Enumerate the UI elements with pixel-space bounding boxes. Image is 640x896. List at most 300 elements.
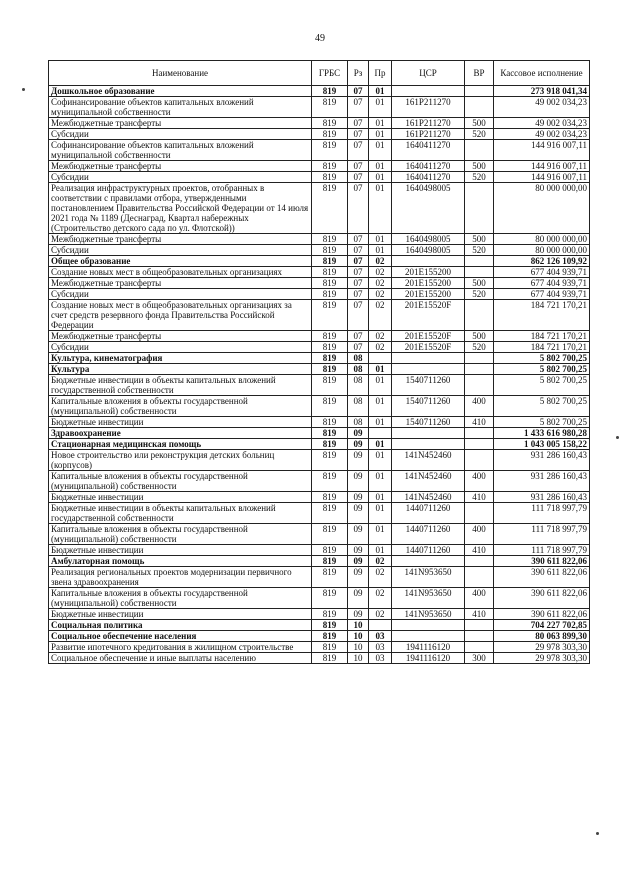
cell-csr: 1540711260 xyxy=(392,396,465,417)
cell-name: Субсидии xyxy=(49,129,312,140)
cell-amount: 80 000 000,00 xyxy=(494,234,590,245)
cell-amount: 80 000 000,00 xyxy=(494,183,590,234)
table-row xyxy=(49,428,590,439)
table-row xyxy=(49,364,590,375)
cell-name: Межбюджетные трансферты xyxy=(49,234,312,245)
cell-rz: 07 xyxy=(348,300,369,331)
cell-name: Культура, кинематография xyxy=(49,353,312,364)
cell-csr: 201Е15520F xyxy=(392,342,465,353)
table-row xyxy=(49,471,590,492)
cell-rz: 08 xyxy=(348,396,369,417)
cell-name: Межбюджетные трансферты xyxy=(49,161,312,172)
cell-amount: 677 404 939,71 xyxy=(494,267,590,278)
cell-csr: 1640411270 xyxy=(392,161,465,172)
cell-csr: 161Р211270 xyxy=(392,97,465,118)
cell-name: Новое строительство или реконструкция детских больниц (корпусов) xyxy=(49,450,312,471)
cell-pr: 02 xyxy=(369,267,392,278)
cell-amount: 273 918 041,34 xyxy=(494,86,590,97)
cell-amount: 144 916 007,11 xyxy=(494,172,590,183)
cell-pr: 02 xyxy=(369,256,392,267)
header-name: Наименование xyxy=(49,61,312,86)
cell-vr: 500 xyxy=(465,161,494,172)
cell-name: Здравоохранение xyxy=(49,428,312,439)
cell-rz: 09 xyxy=(348,588,369,609)
cell-grbs: 819 xyxy=(312,245,348,256)
cell-csr: 1440711260 xyxy=(392,524,465,545)
cell-grbs: 819 xyxy=(312,342,348,353)
cell-grbs: 819 xyxy=(312,183,348,234)
cell-name: Реализация региональных проектов модернизации первичного звена здравоохранения xyxy=(49,567,312,588)
cell-grbs: 819 xyxy=(312,428,348,439)
cell-rz: 07 xyxy=(348,86,369,97)
cell-name: Капитальные вложения в объекты государственной (муниципальной) собственности xyxy=(49,471,312,492)
cell-grbs: 819 xyxy=(312,118,348,129)
cell-rz: 09 xyxy=(348,609,369,620)
cell-rz: 09 xyxy=(348,492,369,503)
cell-pr: 03 xyxy=(369,653,392,664)
cell-vr: 500 xyxy=(465,331,494,342)
table-row xyxy=(49,450,590,471)
table-row xyxy=(49,256,590,267)
cell-grbs: 819 xyxy=(312,609,348,620)
cell-csr xyxy=(392,256,465,267)
cell-csr: 141N953650 xyxy=(392,609,465,620)
cell-grbs: 819 xyxy=(312,567,348,588)
cell-name: Бюджетные инвестиции xyxy=(49,492,312,503)
cell-rz: 07 xyxy=(348,245,369,256)
cell-csr: 201Е15520F xyxy=(392,300,465,331)
cell-grbs: 819 xyxy=(312,417,348,428)
cell-pr xyxy=(369,428,392,439)
cell-csr: 201Е155200 xyxy=(392,289,465,300)
cell-vr xyxy=(465,439,494,450)
cell-name: Софинансирование объектов капитальных вложений муниципальной собственности xyxy=(49,140,312,161)
cell-grbs: 819 xyxy=(312,556,348,567)
cell-amount: 49 002 034,23 xyxy=(494,118,590,129)
cell-rz: 07 xyxy=(348,267,369,278)
cell-pr: 02 xyxy=(369,342,392,353)
cell-rz: 07 xyxy=(348,331,369,342)
cell-amount: 390 611 822,06 xyxy=(494,588,590,609)
cell-pr: 01 xyxy=(369,86,392,97)
table-row xyxy=(49,417,590,428)
cell-vr: 410 xyxy=(465,609,494,620)
cell-name: Бюджетные инвестиции xyxy=(49,417,312,428)
cell-rz: 07 xyxy=(348,256,369,267)
scan-speck xyxy=(596,832,599,835)
cell-pr: 02 xyxy=(369,567,392,588)
cell-amount: 931 286 160,43 xyxy=(494,450,590,471)
cell-csr: 141N452460 xyxy=(392,471,465,492)
cell-vr xyxy=(465,450,494,471)
cell-amount: 862 126 109,92 xyxy=(494,256,590,267)
cell-name: Бюджетные инвестиции xyxy=(49,545,312,556)
cell-pr: 02 xyxy=(369,289,392,300)
cell-rz: 09 xyxy=(348,428,369,439)
cell-vr xyxy=(465,620,494,631)
cell-name: Социальное обеспечение населения xyxy=(49,631,312,642)
cell-grbs: 819 xyxy=(312,278,348,289)
cell-amount: 29 978 303,30 xyxy=(494,642,590,653)
cell-name: Бюджетные инвестиции в объекты капитальных вложений государственной собственности xyxy=(49,503,312,524)
budget-table xyxy=(48,60,590,664)
header-vr: ВР xyxy=(465,61,494,86)
cell-csr: 1440711260 xyxy=(392,545,465,556)
scan-speck xyxy=(616,436,619,439)
cell-grbs: 819 xyxy=(312,256,348,267)
cell-rz: 07 xyxy=(348,129,369,140)
cell-csr xyxy=(392,556,465,567)
cell-csr: 1941116120 xyxy=(392,653,465,664)
cell-amount: 5 802 700,25 xyxy=(494,417,590,428)
cell-amount: 5 802 700,25 xyxy=(494,396,590,417)
cell-grbs: 819 xyxy=(312,471,348,492)
cell-vr: 400 xyxy=(465,471,494,492)
cell-grbs: 819 xyxy=(312,503,348,524)
cell-csr xyxy=(392,439,465,450)
table-row xyxy=(49,118,590,129)
cell-pr: 01 xyxy=(369,417,392,428)
cell-grbs: 819 xyxy=(312,439,348,450)
cell-rz: 07 xyxy=(348,289,369,300)
cell-rz: 08 xyxy=(348,364,369,375)
cell-csr: 1640411270 xyxy=(392,172,465,183)
cell-grbs: 819 xyxy=(312,234,348,245)
table-row xyxy=(49,161,590,172)
table-row xyxy=(49,353,590,364)
table-row xyxy=(49,234,590,245)
cell-grbs: 819 xyxy=(312,653,348,664)
cell-name: Культура xyxy=(49,364,312,375)
cell-rz: 09 xyxy=(348,503,369,524)
table-row xyxy=(49,631,590,642)
cell-name: Капитальные вложения в объекты государственной (муниципальной) собственности xyxy=(49,524,312,545)
cell-csr: 1640498005 xyxy=(392,183,465,234)
cell-name: Реализация инфраструктурных проектов, отобранных в соответствии с правилами отбора, утвержденными постановлением Правительства Российской Федерации от 14 июля 2021 года № 1189 (Деснаград, Квартал набережных (Строительство детского сада по ул. Флотской)) xyxy=(49,183,312,234)
cell-csr: 1640498005 xyxy=(392,245,465,256)
cell-amount: 390 611 822,06 xyxy=(494,556,590,567)
table-body xyxy=(49,86,590,664)
cell-amount: 931 286 160,43 xyxy=(494,492,590,503)
cell-name: Общее образование xyxy=(49,256,312,267)
cell-rz: 07 xyxy=(348,183,369,234)
cell-grbs: 819 xyxy=(312,545,348,556)
table-row xyxy=(49,289,590,300)
cell-vr: 400 xyxy=(465,396,494,417)
cell-grbs: 819 xyxy=(312,620,348,631)
cell-pr: 01 xyxy=(369,245,392,256)
cell-amount: 184 721 170,21 xyxy=(494,342,590,353)
cell-amount: 390 611 822,06 xyxy=(494,567,590,588)
table-row xyxy=(49,342,590,353)
page-number: 49 xyxy=(315,33,325,44)
cell-pr: 01 xyxy=(369,503,392,524)
cell-vr: 410 xyxy=(465,417,494,428)
cell-vr: 500 xyxy=(465,118,494,129)
cell-csr: 1540711260 xyxy=(392,417,465,428)
cell-amount: 5 802 700,25 xyxy=(494,353,590,364)
cell-name: Развитие ипотечного кредитования в жилищном строительстве xyxy=(49,642,312,653)
cell-csr: 161Р211270 xyxy=(392,118,465,129)
cell-vr xyxy=(465,503,494,524)
cell-pr: 02 xyxy=(369,609,392,620)
table-row xyxy=(49,129,590,140)
cell-grbs: 819 xyxy=(312,97,348,118)
table-row xyxy=(49,331,590,342)
cell-amount: 1 043 005 158,22 xyxy=(494,439,590,450)
cell-grbs: 819 xyxy=(312,588,348,609)
cell-vr xyxy=(465,256,494,267)
cell-csr xyxy=(392,353,465,364)
cell-name: Капитальные вложения в объекты государственной (муниципальной) собственности xyxy=(49,588,312,609)
cell-pr xyxy=(369,353,392,364)
cell-amount: 29 978 303,30 xyxy=(494,653,590,664)
cell-name: Субсидии xyxy=(49,342,312,353)
cell-csr: 1640411270 xyxy=(392,140,465,161)
header-pr: Пр xyxy=(369,61,392,86)
table-row xyxy=(49,140,590,161)
cell-csr: 1440711260 xyxy=(392,503,465,524)
cell-pr: 01 xyxy=(369,118,392,129)
cell-name: Субсидии xyxy=(49,245,312,256)
cell-csr: 201Е155200 xyxy=(392,267,465,278)
cell-grbs: 819 xyxy=(312,289,348,300)
cell-rz: 09 xyxy=(348,439,369,450)
cell-vr: 400 xyxy=(465,588,494,609)
cell-grbs: 819 xyxy=(312,450,348,471)
cell-grbs: 819 xyxy=(312,492,348,503)
cell-csr: 141N953650 xyxy=(392,567,465,588)
cell-amount: 80 000 000,00 xyxy=(494,245,590,256)
table-row xyxy=(49,653,590,664)
cell-rz: 09 xyxy=(348,450,369,471)
cell-vr xyxy=(465,300,494,331)
cell-amount: 144 916 007,11 xyxy=(494,140,590,161)
cell-grbs: 819 xyxy=(312,364,348,375)
cell-amount: 184 721 170,21 xyxy=(494,331,590,342)
cell-grbs: 819 xyxy=(312,86,348,97)
cell-amount: 5 802 700,25 xyxy=(494,364,590,375)
cell-pr: 01 xyxy=(369,450,392,471)
table-row xyxy=(49,545,590,556)
cell-csr: 1640498005 xyxy=(392,234,465,245)
cell-name: Межбюджетные трансферты xyxy=(49,331,312,342)
cell-rz: 10 xyxy=(348,620,369,631)
cell-csr: 141N452460 xyxy=(392,492,465,503)
cell-vr: 520 xyxy=(465,129,494,140)
table-row xyxy=(49,245,590,256)
table-row xyxy=(49,439,590,450)
table-row xyxy=(49,172,590,183)
table-row xyxy=(49,86,590,97)
cell-name: Социальная политика xyxy=(49,620,312,631)
cell-rz: 07 xyxy=(348,342,369,353)
cell-vr: 500 xyxy=(465,278,494,289)
cell-csr xyxy=(392,620,465,631)
table-row xyxy=(49,642,590,653)
table-row xyxy=(49,97,590,118)
cell-amount: 5 802 700,25 xyxy=(494,375,590,396)
cell-grbs: 819 xyxy=(312,396,348,417)
cell-pr: 01 xyxy=(369,439,392,450)
cell-amount: 111 718 997,79 xyxy=(494,545,590,556)
cell-vr: 520 xyxy=(465,289,494,300)
cell-vr: 410 xyxy=(465,545,494,556)
cell-vr xyxy=(465,140,494,161)
cell-grbs: 819 xyxy=(312,331,348,342)
cell-pr: 01 xyxy=(369,545,392,556)
cell-rz: 09 xyxy=(348,524,369,545)
cell-csr xyxy=(392,364,465,375)
cell-rz: 10 xyxy=(348,642,369,653)
cell-amount: 49 002 034,23 xyxy=(494,129,590,140)
scan-speck xyxy=(22,88,25,91)
cell-pr: 01 xyxy=(369,234,392,245)
cell-name: Бюджетные инвестиции xyxy=(49,609,312,620)
cell-rz: 10 xyxy=(348,653,369,664)
cell-rz: 07 xyxy=(348,172,369,183)
cell-pr: 01 xyxy=(369,161,392,172)
cell-name: Амбулаторная помощь xyxy=(49,556,312,567)
cell-amount: 1 433 616 980,28 xyxy=(494,428,590,439)
cell-pr: 02 xyxy=(369,278,392,289)
cell-amount: 390 611 822,06 xyxy=(494,609,590,620)
cell-csr: 1941116120 xyxy=(392,642,465,653)
table-row xyxy=(49,609,590,620)
cell-pr: 01 xyxy=(369,375,392,396)
table-header-row xyxy=(49,61,590,86)
cell-name: Субсидии xyxy=(49,289,312,300)
cell-vr: 410 xyxy=(465,492,494,503)
table-row xyxy=(49,524,590,545)
table-row xyxy=(49,375,590,396)
cell-name: Стационарная медицинская помощь xyxy=(49,439,312,450)
cell-rz: 09 xyxy=(348,545,369,556)
cell-vr xyxy=(465,86,494,97)
table-row xyxy=(49,278,590,289)
cell-vr xyxy=(465,428,494,439)
cell-rz: 07 xyxy=(348,140,369,161)
cell-amount: 677 404 939,71 xyxy=(494,289,590,300)
cell-vr: 500 xyxy=(465,234,494,245)
table-row xyxy=(49,620,590,631)
cell-vr xyxy=(465,267,494,278)
table-row xyxy=(49,300,590,331)
cell-csr: 201Е155200 xyxy=(392,278,465,289)
cell-grbs: 819 xyxy=(312,267,348,278)
cell-name: Субсидии xyxy=(49,172,312,183)
table-row xyxy=(49,588,590,609)
cell-rz: 08 xyxy=(348,417,369,428)
cell-pr: 02 xyxy=(369,300,392,331)
cell-grbs: 819 xyxy=(312,524,348,545)
cell-rz: 07 xyxy=(348,118,369,129)
cell-amount: 80 063 899,30 xyxy=(494,631,590,642)
cell-vr: 520 xyxy=(465,172,494,183)
cell-amount: 931 286 160,43 xyxy=(494,471,590,492)
header-amount: Кассовое исполнение xyxy=(494,61,590,86)
header-rz: Рз xyxy=(348,61,369,86)
cell-rz: 09 xyxy=(348,556,369,567)
cell-amount: 111 718 997,79 xyxy=(494,503,590,524)
cell-pr: 01 xyxy=(369,471,392,492)
cell-rz: 07 xyxy=(348,278,369,289)
cell-vr: 300 xyxy=(465,653,494,664)
cell-pr: 01 xyxy=(369,172,392,183)
cell-rz: 09 xyxy=(348,567,369,588)
cell-grbs: 819 xyxy=(312,172,348,183)
cell-rz: 08 xyxy=(348,353,369,364)
cell-vr xyxy=(465,375,494,396)
cell-grbs: 819 xyxy=(312,140,348,161)
cell-pr: 01 xyxy=(369,396,392,417)
cell-pr: 01 xyxy=(369,140,392,161)
cell-vr xyxy=(465,631,494,642)
cell-pr: 01 xyxy=(369,364,392,375)
cell-rz: 10 xyxy=(348,631,369,642)
cell-pr: 03 xyxy=(369,642,392,653)
cell-amount: 704 227 702,85 xyxy=(494,620,590,631)
cell-pr: 01 xyxy=(369,183,392,234)
cell-rz: 09 xyxy=(348,471,369,492)
cell-name: Создание новых мест в общеобразовательных организациях за счет средств резервного фонда Правительства Российской Федерации xyxy=(49,300,312,331)
cell-pr: 02 xyxy=(369,331,392,342)
cell-amount: 144 916 007,11 xyxy=(494,161,590,172)
cell-pr: 01 xyxy=(369,524,392,545)
cell-amount: 49 002 034,23 xyxy=(494,97,590,118)
cell-rz: 08 xyxy=(348,375,369,396)
cell-csr: 141N953650 xyxy=(392,588,465,609)
cell-grbs: 819 xyxy=(312,300,348,331)
cell-name: Капитальные вложения в объекты государственной (муниципальной) собственности xyxy=(49,396,312,417)
cell-amount: 111 718 997,79 xyxy=(494,524,590,545)
cell-vr xyxy=(465,353,494,364)
table-row xyxy=(49,492,590,503)
table-row xyxy=(49,183,590,234)
cell-pr: 03 xyxy=(369,631,392,642)
cell-vr: 520 xyxy=(465,342,494,353)
cell-pr xyxy=(369,620,392,631)
cell-vr: 520 xyxy=(465,245,494,256)
cell-name: Дошкольное образование xyxy=(49,86,312,97)
cell-vr xyxy=(465,642,494,653)
cell-csr xyxy=(392,631,465,642)
cell-grbs: 819 xyxy=(312,161,348,172)
cell-pr: 02 xyxy=(369,556,392,567)
cell-csr: 1540711260 xyxy=(392,375,465,396)
cell-csr: 141N452460 xyxy=(392,450,465,471)
cell-name: Социальное обеспечение и иные выплаты населению xyxy=(49,653,312,664)
header-grbs: ГРБС xyxy=(312,61,348,86)
cell-rz: 07 xyxy=(348,161,369,172)
table-row xyxy=(49,567,590,588)
cell-csr: 161Р211270 xyxy=(392,129,465,140)
cell-name: Бюджетные инвестиции в объекты капитальных вложений государственной собственности xyxy=(49,375,312,396)
cell-csr xyxy=(392,86,465,97)
table-row xyxy=(49,396,590,417)
table-row xyxy=(49,503,590,524)
cell-amount: 184 721 170,21 xyxy=(494,300,590,331)
cell-name: Создание новых мест в общеобразовательных организациях xyxy=(49,267,312,278)
cell-vr xyxy=(465,556,494,567)
cell-csr xyxy=(392,428,465,439)
cell-grbs: 819 xyxy=(312,353,348,364)
cell-name: Межбюджетные трансферты xyxy=(49,118,312,129)
cell-pr: 02 xyxy=(369,588,392,609)
cell-vr: 400 xyxy=(465,524,494,545)
table-row xyxy=(49,556,590,567)
cell-name: Софинансирование объектов капитальных вложений муниципальной собственности xyxy=(49,97,312,118)
